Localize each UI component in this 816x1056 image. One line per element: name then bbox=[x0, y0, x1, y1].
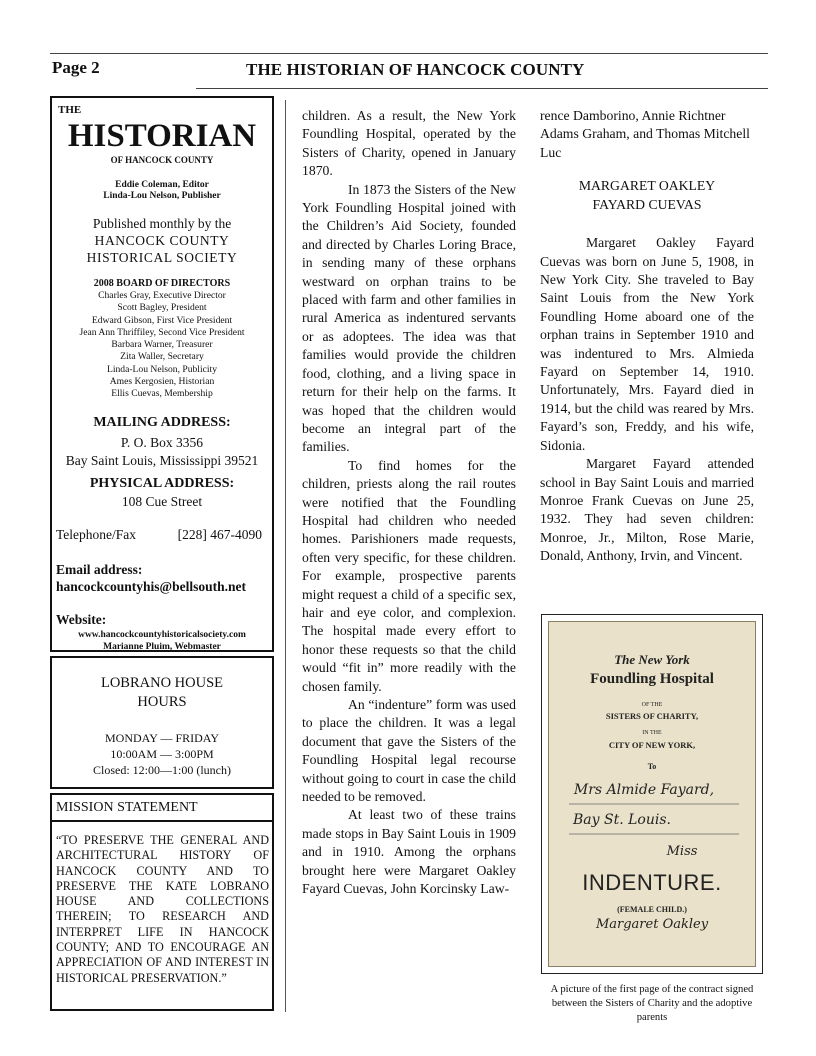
article-column-3 bbox=[540, 107, 754, 566]
editor: Eddie Coleman, Editor bbox=[115, 180, 209, 190]
email-address[interactable]: hancockcountyhis@bellsouth.net bbox=[56, 579, 246, 594]
mailing-line-1: P. O. Box 3356 bbox=[120, 435, 204, 450]
published-by: Published monthly by the bbox=[92, 216, 232, 231]
figure-line: The New York bbox=[614, 652, 690, 667]
handwriting: Miss bbox=[666, 844, 698, 859]
mission-divider bbox=[52, 820, 272, 822]
board-list bbox=[52, 290, 272, 401]
telephone-number: [228] 467-4090 bbox=[177, 527, 262, 542]
masthead-subtitle: OF HANCOCK COUNTY bbox=[110, 155, 214, 165]
telephone-label: Telephone/Fax bbox=[56, 527, 137, 542]
society-line-1: HANCOCK COUNTY bbox=[94, 233, 230, 248]
board-heading: 2008 BOARD OF DIRECTORS bbox=[93, 278, 231, 289]
website-url[interactable]: www.hancockcountyhistoricalsociety.com bbox=[78, 630, 246, 640]
board-member: Scott Bagley, President bbox=[117, 302, 207, 314]
figure-line: CITY OF NEW YORK, bbox=[608, 740, 696, 750]
figure-line: To bbox=[647, 762, 657, 771]
mailing-line-2: Bay Saint Louis, Mississippi 39521 bbox=[65, 453, 259, 468]
board-member: Ellis Cuevas, Membership bbox=[111, 388, 213, 400]
figure-line: Foundling Hospital bbox=[590, 671, 714, 687]
website bbox=[52, 629, 272, 653]
hours-heading bbox=[52, 674, 272, 712]
figure-underline bbox=[569, 802, 739, 806]
society-name bbox=[52, 232, 272, 266]
board-member: Ames Kergosien, Historian bbox=[109, 376, 215, 388]
society-line-2: HISTORICAL SOCIETY bbox=[86, 250, 238, 265]
figure-line: OF THE bbox=[641, 702, 663, 708]
physical-address: 108 Cue Street bbox=[121, 494, 203, 509]
hours-days: MONDAY — FRIDAY bbox=[104, 731, 220, 745]
email-heading: Email address: bbox=[56, 562, 143, 577]
section-heading-line-1: MARGARET OAKLEY bbox=[578, 178, 716, 194]
handwriting: Margaret Oakley bbox=[595, 917, 709, 932]
section-heading bbox=[540, 176, 754, 214]
masthead-name: HISTORIAN bbox=[67, 118, 257, 154]
board-member: Charles Gray, Executive Director bbox=[98, 290, 226, 301]
page-title: THE HISTORIAN OF HANCOCK COUNTY bbox=[246, 60, 585, 79]
paragraph: An “indenture” form was used to place the children. It was a legal document that gave the Sisters of the Foundling Hospital legal recourse without going to court in case the child needed to be removed. bbox=[302, 697, 517, 805]
paragraph: At least two of these trains made stops in Bay Saint Louis in 1909 and in 1910. Among the orphans brought here were Margaret Oakley Fayard Cuevas, John Korcinsky Law- bbox=[302, 807, 516, 897]
figure-subtitle: (FEMALE CHILD.) bbox=[617, 905, 687, 914]
hours-box bbox=[50, 656, 274, 789]
board-member: Linda-Lou Nelson, Publicity bbox=[106, 363, 218, 375]
masthead-the: THE bbox=[58, 104, 82, 116]
article-column-2 bbox=[302, 107, 516, 898]
mailing-heading: MAILING ADDRESS: bbox=[93, 415, 231, 430]
hours-list bbox=[52, 730, 272, 778]
figure-caption: A picture of the first page of the contract signed between the Sisters of Charity and the adoptive parents bbox=[550, 984, 754, 1023]
paragraph: Margaret Fayard attended school in Bay Saint Louis and married Monroe Frank Cuevas on June 25, 1932. They had seven children: Monroe, Jr., Milton, Rose Marie, Donald, Anthony, Irvin, and Vincent. bbox=[540, 456, 754, 564]
publisher: Linda-Lou Nelson, Publisher bbox=[103, 191, 221, 201]
figure-title: INDENTURE. bbox=[582, 870, 722, 895]
mission-box bbox=[50, 793, 274, 1011]
board-member: Jean Ann Thriffiley, Second Vice President bbox=[79, 326, 245, 338]
mailing-address bbox=[52, 434, 272, 470]
paragraph: In 1873 the Sisters of the New York Foundling Hospital joined with the Children’s Aid Society, founded and directed by Charles Loring Brace, in sending many of these orphans westward on orphan trains to be placed with farm and other families in rural America as indentured servants or as adoptees. The idea was that families would provide the children food, clothing, and a living space in return for their help on the farms. It was hoped that the children would become an integral part of the families. bbox=[302, 181, 516, 455]
webmaster: Marianne Pluim, Webmaster bbox=[103, 642, 221, 652]
figure-line: SISTERS OF CHARITY, bbox=[605, 711, 699, 721]
hours-heading-line-1: LOBRANO HOUSE bbox=[100, 675, 224, 691]
physical-heading: PHYSICAL ADDRESS: bbox=[89, 476, 235, 491]
website-heading: Website: bbox=[56, 612, 107, 627]
mission-text: “TO PRESERVE THE GENERAL AND ARCHITECTURAL HISTORY OF HANCOCK COUNTY AND TO PRESERVE THE KATE LOBRANO HOUSE AND COLLECTIONS THEREIN; TO RESEARCH AND INTERPRET LIFE IN HANCOCK COUNTY; AND TO ENCOURAGE AN APPRECIATION OF AND INTEREST IN HISTORICAL PRESERVATION.” bbox=[56, 833, 269, 985]
paragraph: children. As a result, the New York Foundling Hospital, operated by the Sisters of Charity, opened in January 1870. bbox=[302, 108, 516, 179]
page-number: Page 2 bbox=[52, 58, 100, 77]
handwriting: Bay St. Louis. bbox=[573, 812, 671, 828]
header-bottom-rule bbox=[196, 88, 768, 89]
masthead-box bbox=[50, 96, 274, 652]
section-heading-line-2: FAYARD CUEVAS bbox=[592, 197, 702, 213]
hours-time: 10:00AM — 3:00PM bbox=[110, 747, 214, 761]
mission-heading: MISSION STATEMENT bbox=[56, 800, 198, 815]
handwriting: Mrs Almide Fayard, bbox=[573, 782, 715, 798]
header-top-rule bbox=[50, 53, 768, 54]
figure-underline bbox=[569, 832, 739, 836]
board-member: Barbara Warner, Treasurer bbox=[111, 339, 213, 351]
hours-heading-line-2: HOURS bbox=[137, 694, 187, 710]
figure-line: IN THE bbox=[642, 730, 662, 736]
column-divider bbox=[285, 100, 286, 1012]
hours-closed: Closed: 12:00—1:00 (lunch) bbox=[93, 763, 231, 777]
board-member: Zita Waller, Secretary bbox=[120, 351, 204, 363]
paragraph: Margaret Oakley Fayard Cuevas was born on June 5, 1908, in New York City. She traveled to Bay Saint Louis from the New York Foundling Home aboard one of the orphan trains in September 1910 and was indentured to Mrs. Almieda Fayard on September 14, 1910. Unfortunately, Mrs. Fayard died in 1914, but the child was reared by Mrs. Fayard’s son, Freddy, and his wife, Sidonia. bbox=[540, 235, 754, 453]
indenture-figure bbox=[541, 614, 763, 974]
indenture-document-image bbox=[548, 621, 756, 967]
board-member: Edward Gibson, First Vice President bbox=[91, 314, 233, 326]
paragraph: To find homes for the children, priests along the rail routes were notified that the Foundling Hospital had children who needed homes. Parishioners made requests, often very specific, for these children. For example, prospective parents might request a child of a specific sex, hair and eye color, and complexion. The hospital made every effort to honor these requests so that the child would “fit in” more readily with the chosen family. bbox=[302, 457, 516, 694]
paragraph: rence Damborino, Annie Richtner Adams Graham, and Thomas Mitchell Luc bbox=[540, 108, 750, 160]
editors bbox=[52, 180, 272, 202]
